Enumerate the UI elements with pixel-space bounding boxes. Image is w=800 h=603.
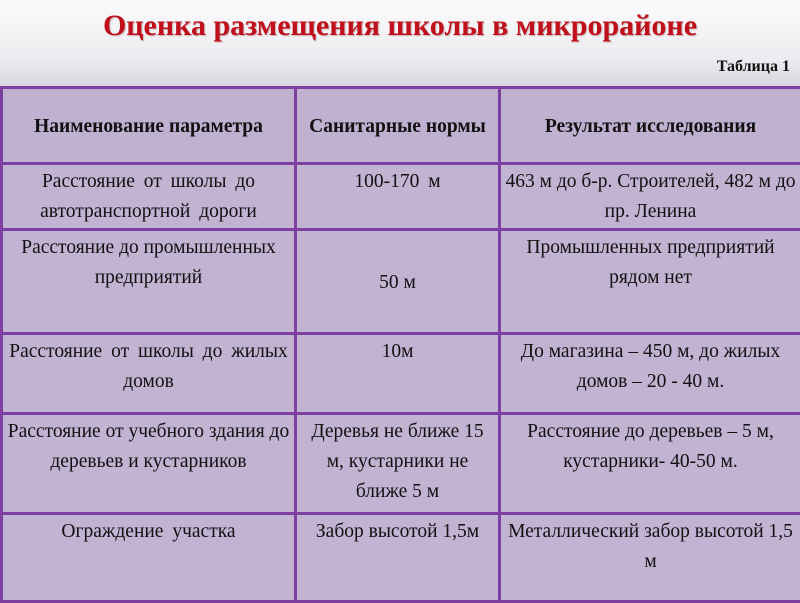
cell-norm: Забор высотой 1,5м (296, 514, 500, 602)
table-row (2, 414, 800, 514)
cell-result: До магазина – 450 м, до жилых домов – 20 - 40 м. (500, 334, 800, 414)
table-row (2, 164, 800, 230)
table-label: Таблица 1 (717, 58, 790, 76)
header-norms: Санитарные нормы (296, 88, 500, 164)
cell-result: Расстояние до деревьев – 5 м, кустарники- 40-50 м. (500, 414, 800, 514)
slide-title: Оценка размещения школы в микрорайоне (0, 6, 800, 46)
header-parameter: Наименование параметра (2, 88, 296, 164)
cell-norm: Деревья не ближе 15 м, кустарники не ближе 5 м (296, 414, 500, 514)
cell-norm: 10м (296, 334, 500, 414)
cell-parameter: Расстояние от школы до жилых домов (2, 334, 296, 414)
title-banner (0, 0, 800, 88)
assessment-table (0, 86, 800, 603)
table-header-row (2, 88, 800, 164)
table-row (2, 334, 800, 414)
table-row (2, 230, 800, 334)
cell-norm: 50 м (296, 230, 500, 334)
cell-result: Металлический забор высотой 1,5 м (500, 514, 800, 602)
cell-result: 463 м до б-р. Строителей, 482 м до пр. Ленина (500, 164, 800, 230)
cell-result: Промышленных предприятий рядом нет (500, 230, 800, 334)
cell-parameter: Ограждение участка (2, 514, 296, 602)
table-row (2, 514, 800, 602)
cell-parameter: Расстояние от школы до автотранспортной дороги (2, 164, 296, 230)
cell-parameter: Расстояние до промышленных предприятий (2, 230, 296, 334)
header-result: Результат исследования (500, 88, 800, 164)
cell-parameter: Расстояние от учебного здания до деревьев и кустарников (2, 414, 296, 514)
cell-norm: 100-170 м (296, 164, 500, 230)
